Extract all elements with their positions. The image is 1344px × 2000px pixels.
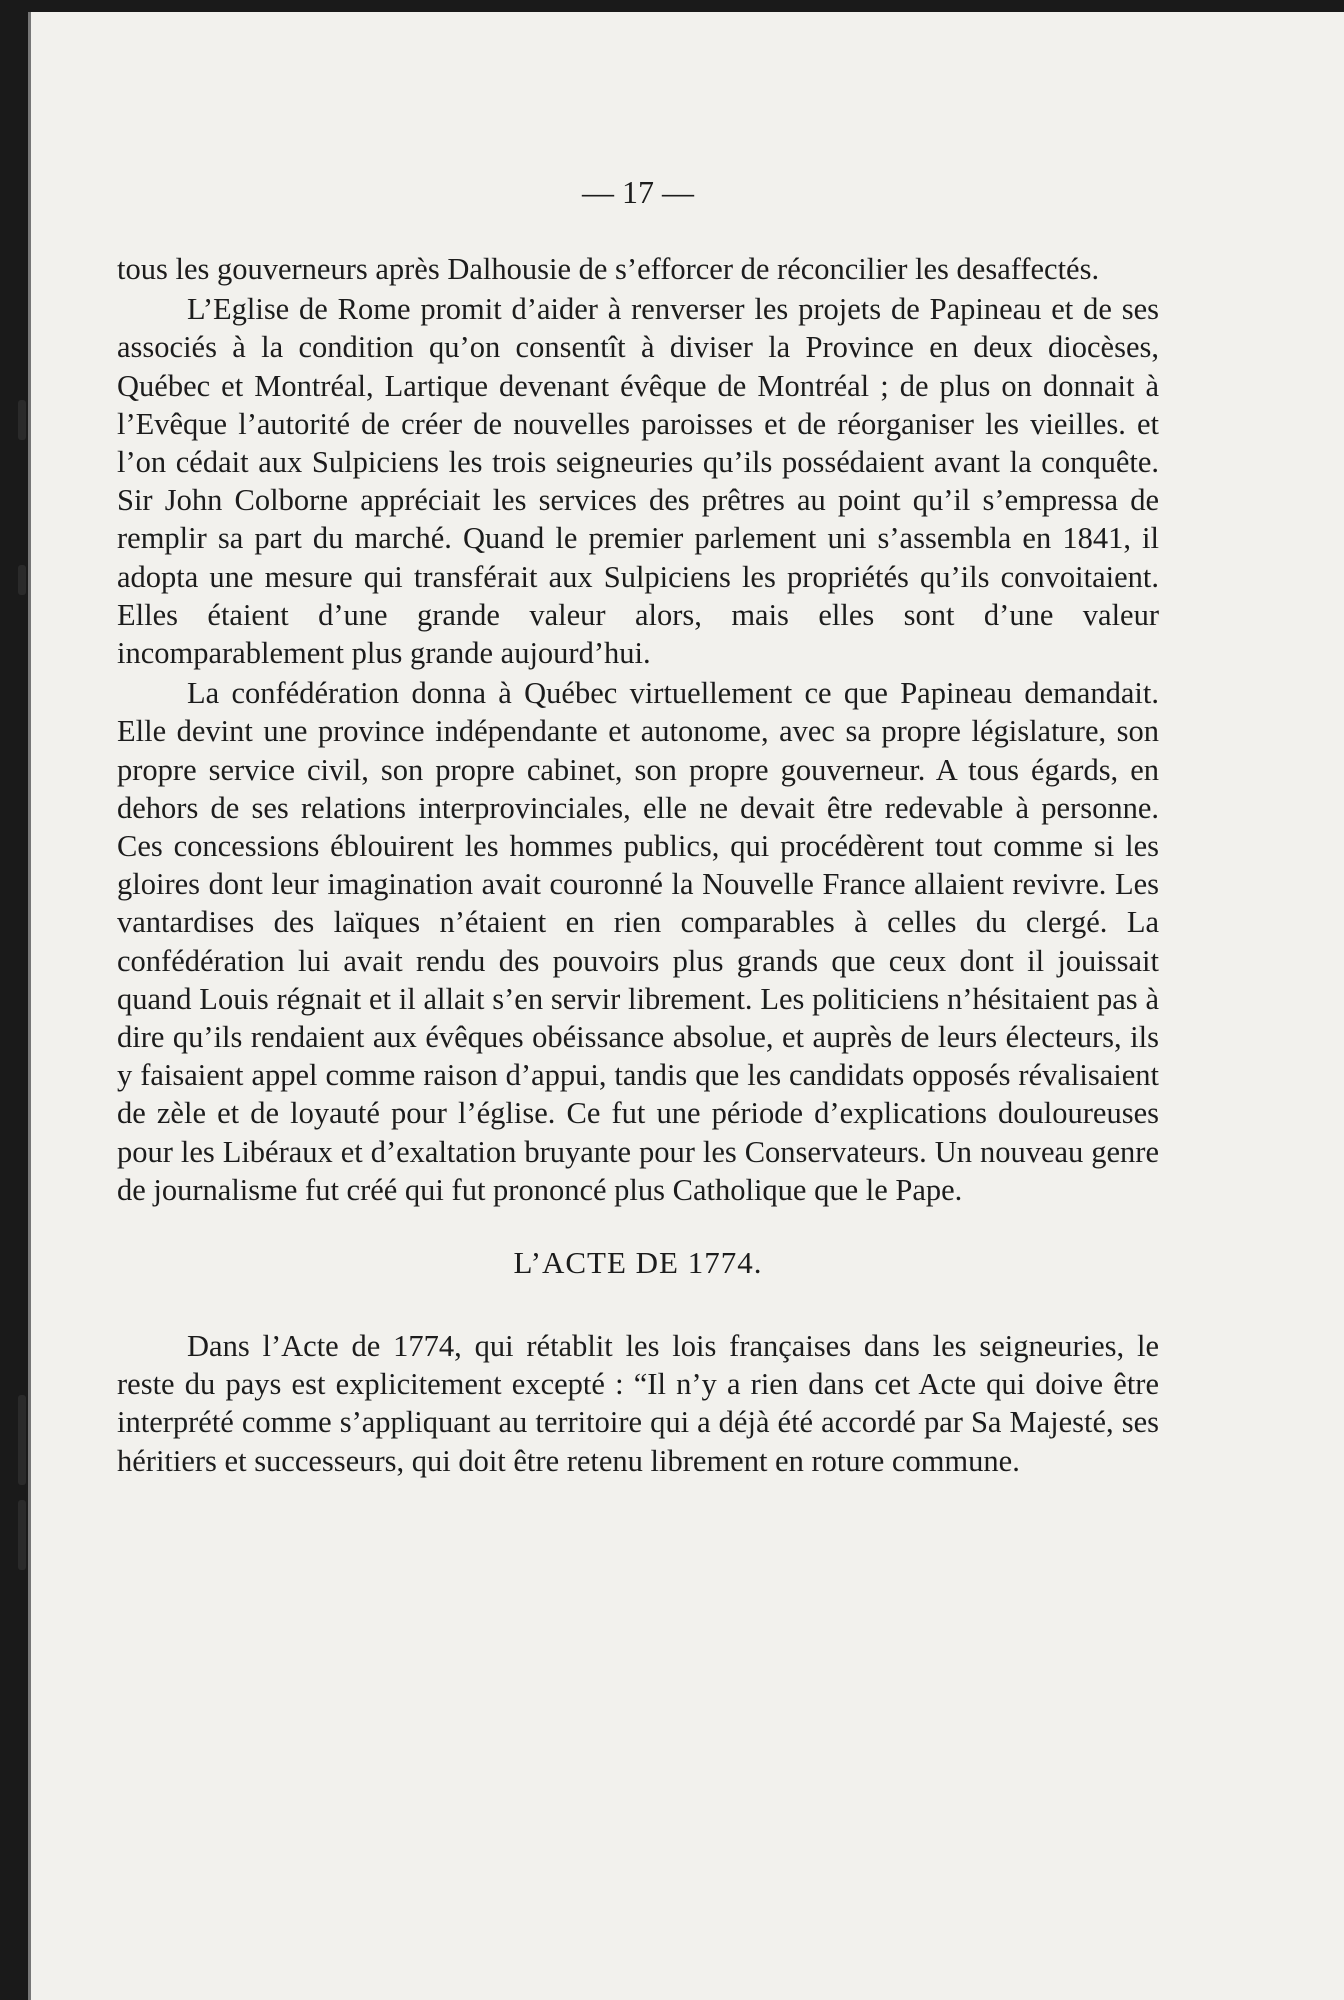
paragraph-confederation: La confédération donna à Québec virtuellement ce que Papineau demandait. Elle devint une province indépendante et autonome, avec sa propre législature, son propre service civil, son propre cabinet, son propre gouverneur. A tous égards, en dehors de ses relations interprovinciales, elle ne devait être redevable à personne. Ces concessions éblouirent les hommes publics, qui procédèrent tout comme si les gloires dont leur imagination avait couronné la Nouvelle France allaient revivre. Les vantardises des laïques n’étaient en rien comparables à celles du clergé. La confédération lui avait rendu des pouvoirs plus grands que ceux dont il jouissait quand Louis régnait et il allait s’en servir librement. Les politiciens n’hésitaient pas à dire qu’ils rendaient aux évêques obéissance absolue, et auprès de leurs électeurs, ils y faisaient appel comme raison d’appui, tandis que les candidats opposés révalisaient de zèle et de loyauté pour l’église. Ce fut une période d’explications douloureuses pour les Libéraux et d’exaltation bruyante pour les Conservateurs. Un nouveau genre de journalisme fut créé qui fut prononcé plus Catholique que le Pape. — [117, 676, 1159, 1207]
binding-mark — [18, 565, 26, 595]
section-title: L’ACTE DE 1774. — [513, 1245, 763, 1281]
page-content — [117, 172, 1159, 1482]
page-number: — 17 — — [582, 174, 694, 210]
binding-mark — [18, 1500, 26, 1570]
paragraph-acte: Dans l’Acte de 1774, qui rétablit les lois françaises dans les seigneuries, le reste du pays est explicitement excepté : “Il n’y a rien dans cet Acte qui doive être interprété comme s’appliquant au territoire qui a déjà été accordé par Sa Majesté, ses héritiers et successeurs, qui doit être retenu librement en roture commune. — [117, 1329, 1159, 1478]
paragraph-continuation: tous les gouverneurs après Dalhousie de s’efforcer de réconcilier les desaffectés. — [117, 252, 1100, 286]
binding-mark — [18, 400, 26, 440]
paragraph-eglise: L’Eglise de Rome promit d’aider à renverser les projets de Papineau et de ses associés à la condition qu’on consentît à diviser la Province en deux diocèses, Québec et Montréal, Lartique devenant évêque de Montréal ; de plus on donnait à l’Evêque l’autorité de créer de nouvelles paroisses et de réorganiser les vieilles. et l’on cédait aux Sulpiciens les trois seigneuries qu’ils possédaient avant la conquête. Sir John Colborne appréciait les services des prêtres au point qu’il s’empressa de remplir sa part du marché. Quand le premier parlement uni s’assembla en 1841, il adopta une mesure qui transférait aux Sulpiciens les propriétés qu’ils convoitaient. Elles étaient d’une grande valeur alors, mais elles sont d’une valeur incomparablement plus grande aujourd’hui. — [117, 292, 1159, 671]
binding-mark — [18, 1395, 26, 1485]
